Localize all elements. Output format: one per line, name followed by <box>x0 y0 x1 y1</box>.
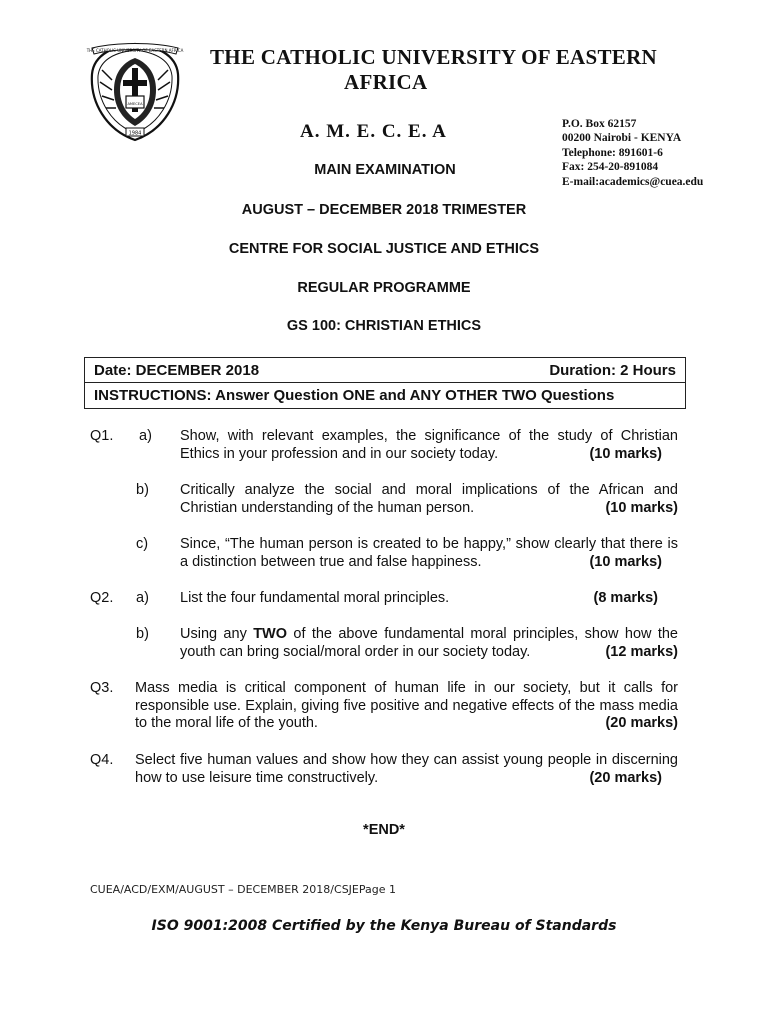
question-number-q1: Q1. <box>90 428 114 444</box>
svg-text:AMECEA: AMECEA <box>127 102 143 106</box>
question-number-q3: Q3. <box>90 680 114 696</box>
q1c-label: c) <box>136 536 149 552</box>
q2b-text-emphasis: TWO <box>253 626 288 642</box>
q2b-text-pre: Using any <box>180 626 254 642</box>
address-po-box: P.O. Box 62157 <box>562 118 637 130</box>
course-heading: GS 100: CHRISTIAN ETHICS <box>286 318 482 334</box>
exam-duration: Duration: 2 Hours <box>549 361 676 379</box>
end-marker: *END* <box>363 822 405 838</box>
footer-reference: CUEA/ACD/EXM/AUGUST – DECEMBER 2018/CSJEPage 1 <box>90 883 396 896</box>
q2a-text-block <box>180 590 678 608</box>
q2b-text-block <box>180 626 678 661</box>
q2a-label: a) <box>136 590 149 606</box>
q3-marks: (20 marks) <box>605 715 678 731</box>
address-fax: Fax: 254-20-891084 <box>562 161 659 174</box>
address-telephone: Telephone: 891601-6 <box>562 146 663 159</box>
iso-certification: ISO 9001:2008 Certified by the Kenya Bureau of Standards <box>151 918 617 934</box>
q1a-marks: (10 marks) <box>589 445 662 462</box>
exam-date: Date: DECEMBER 2018 <box>94 361 260 379</box>
q1c-text: Since, “The human person is created to be happy,” show clearly that there is a distinction between true and false happiness. <box>180 536 678 570</box>
exam-info-box <box>84 357 686 409</box>
date-duration-row <box>85 358 685 383</box>
q1a-text-block <box>180 428 678 463</box>
q1b-text-block <box>180 482 678 517</box>
q1c-marks: (10 marks) <box>589 553 662 570</box>
svg-text:THE CATHOLIC UNIVERSITY OF EAS: THE CATHOLIC UNIVERSITY OF EASTERN AFRICA <box>86 48 184 53</box>
q2b-marks: (12 marks) <box>605 643 678 660</box>
q1b-marks: (10 marks) <box>605 499 678 516</box>
q1a-text: Show, with relevant examples, the significance of the study of Christian Ethics in your profession and in our society today. <box>180 428 678 462</box>
programme-heading: REGULAR PROGRAMME <box>297 280 471 296</box>
q4-text-block <box>135 752 678 787</box>
q2a-text: List the four fundamental moral principles. <box>180 590 450 606</box>
q2b-text-post: of the above fundamental moral principles, show how the youth can bring social/moral order in our society today. <box>180 626 678 660</box>
q1b-text: Critically analyze the social and moral implications of the African and Christian understanding of the human person. <box>180 482 678 516</box>
q2b-label: b) <box>136 626 149 642</box>
question-number-q4: Q4. <box>90 752 114 768</box>
q2a-marks: (8 marks) <box>593 590 658 606</box>
q4-marks: (20 marks) <box>589 769 662 786</box>
q3-text-block <box>135 680 678 733</box>
contact-address-block <box>562 117 703 189</box>
question-number-q2: Q2. <box>90 590 114 606</box>
q3-text: Mass media is critical component of human life in our society, but it calls for responsible use. Explain, giving five positive and negative effects of the mass media to the moral life of the youth. <box>135 680 678 731</box>
address-city: 00200 Nairobi - KENYA <box>562 132 682 145</box>
amecea-acronym: A. M. E. C. E. A <box>300 121 447 142</box>
q1c-text-block <box>180 536 678 571</box>
exam-instructions: INSTRUCTIONS: Answer Question ONE and ANY OTHER TWO Questions <box>94 387 615 404</box>
svg-text:1984: 1984 <box>128 130 142 137</box>
university-name-line1: THE CATHOLIC UNIVERSITY OF EASTERN <box>210 45 658 69</box>
q1b-label: b) <box>136 482 149 498</box>
address-email: E-mail:academics@cuea.edu <box>562 175 704 188</box>
university-name-line2: AFRICA <box>344 70 428 94</box>
q1a-label: a) <box>139 428 152 444</box>
q4-text: Select five human values and show how they can assist young people in discerning how to use leisure time constructively. <box>135 752 678 786</box>
exam-type-heading: MAIN EXAMINATION <box>314 162 456 178</box>
university-crest-logo <box>86 40 184 144</box>
university-name <box>210 45 670 95</box>
instructions-row <box>85 383 685 408</box>
trimester-heading: AUGUST – DECEMBER 2018 TRIMESTER <box>241 202 527 218</box>
centre-heading: CENTRE FOR SOCIAL JUSTICE AND ETHICS <box>228 241 540 257</box>
